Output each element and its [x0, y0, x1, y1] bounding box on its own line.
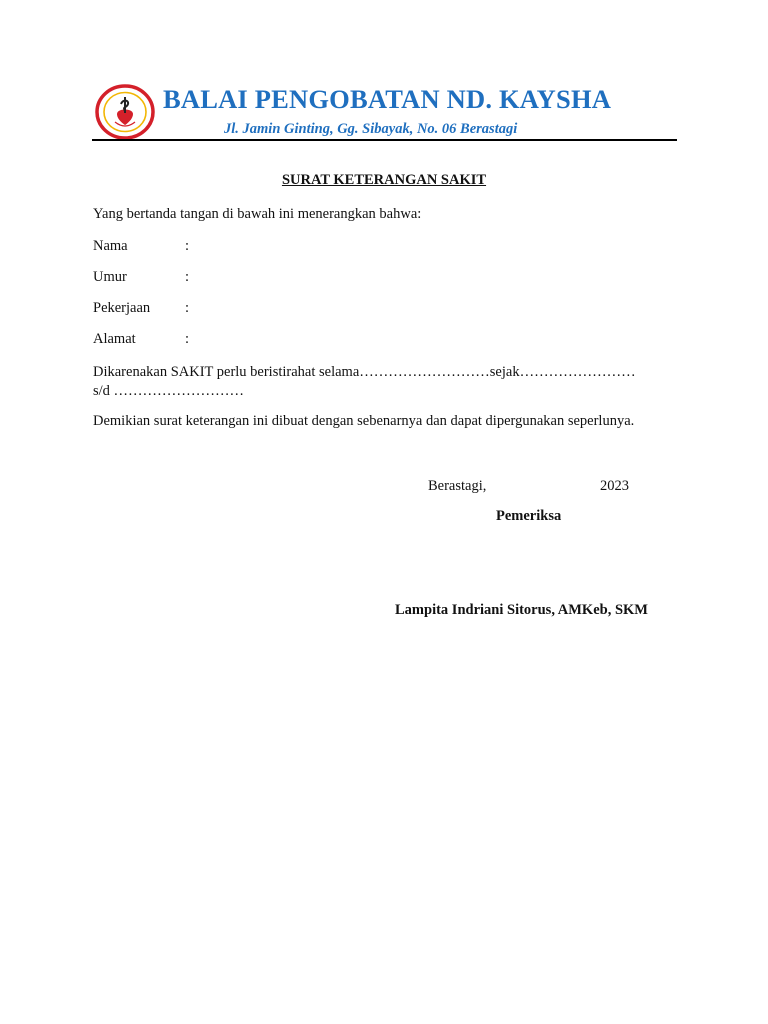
field-separator: :: [185, 269, 190, 285]
reason-line-1: Dikarenakan SAKIT perlu beristirahat selama………………………sejak……………………: [93, 364, 636, 380]
org-name: BALAI PENGOBATAN ND. KAYSHA: [163, 84, 612, 114]
field-separator: :: [185, 300, 190, 316]
org-address: Jl. Jamin Ginting, Gg. Sibayak, No. 06 Berastagi: [224, 121, 518, 137]
signature-year: 2023: [600, 478, 629, 494]
field-label: Umur: [93, 269, 127, 285]
reason-line-2: s/d ………………………: [93, 383, 245, 399]
field-label: Alamat: [93, 331, 136, 347]
field-separator: :: [185, 238, 190, 254]
document-title: SURAT KETERANGAN SAKIT: [281, 172, 487, 188]
header-divider: [92, 139, 677, 141]
field-label: Pekerjaan: [93, 300, 151, 316]
field-label: Nama: [93, 238, 128, 254]
clinic-emblem-icon: [95, 84, 155, 140]
field-separator: :: [185, 331, 190, 347]
signature-role: Pemeriksa: [496, 508, 562, 524]
closing-text: Demikian surat keterangan ini dibuat dengan sebenarnya dan dapat dipergunakan seperlunya.: [93, 413, 635, 429]
signatory-name: Lampita Indriani Sitorus, AMKeb, SKM: [395, 602, 648, 618]
intro-text: Yang bertanda tangan di bawah ini menerangkan bahwa:: [93, 206, 422, 222]
signature-place: Berastagi,: [428, 478, 487, 494]
